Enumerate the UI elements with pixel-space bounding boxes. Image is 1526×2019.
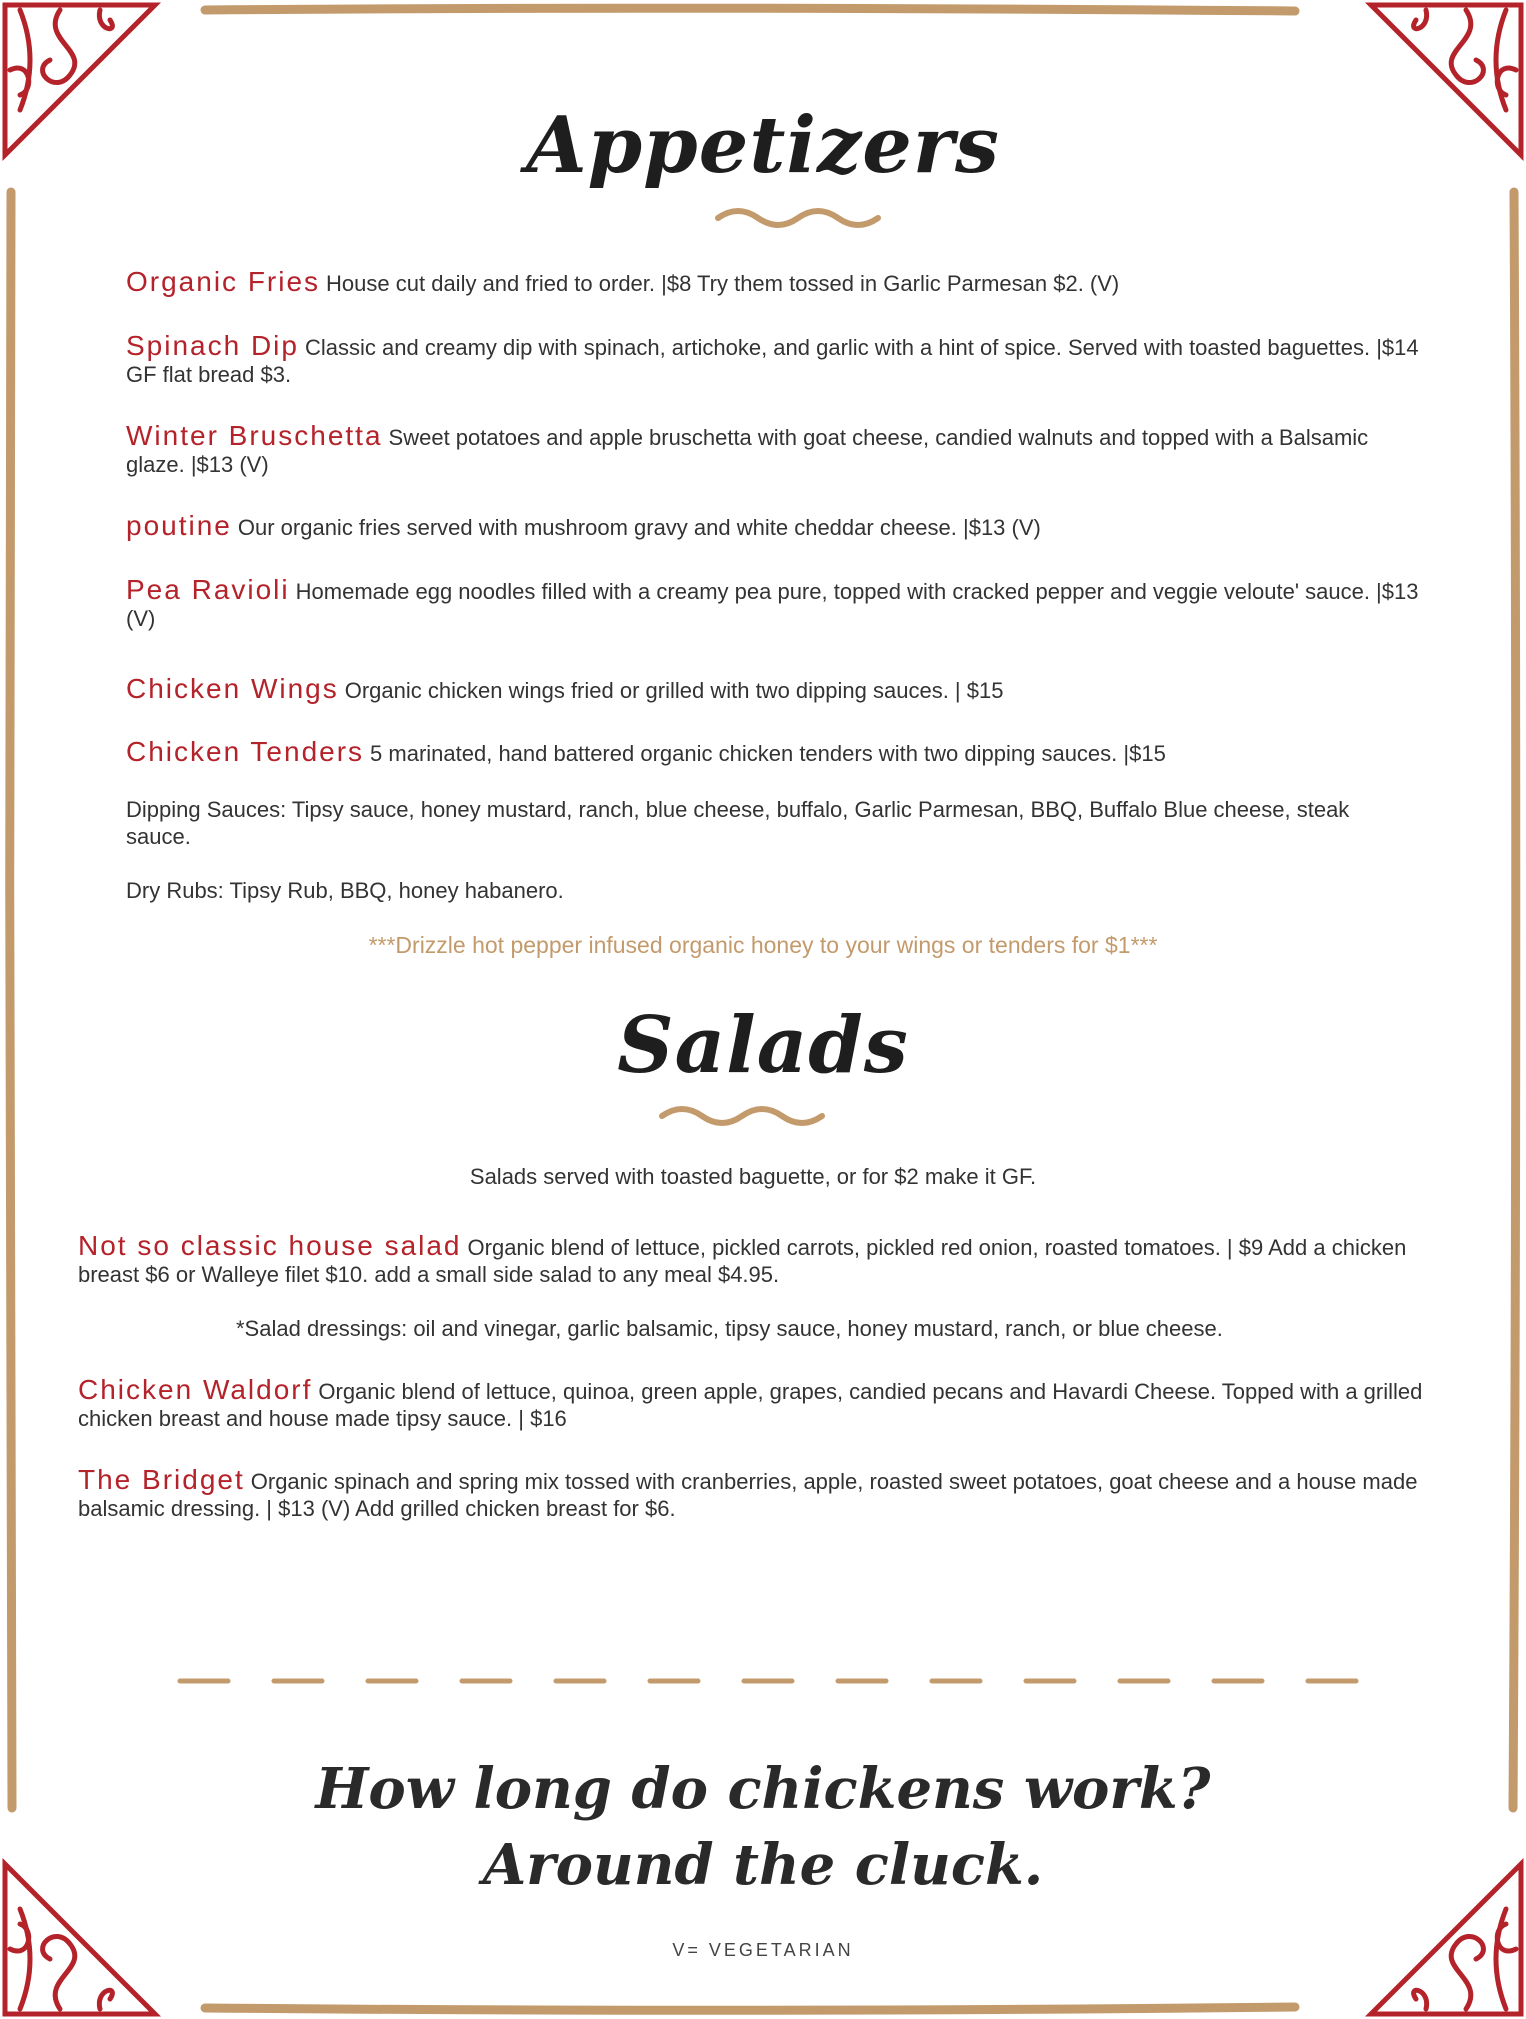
- menu-item-spinach-dip: [126, 332, 1426, 388]
- item-name: Not so classic house salad: [78, 1230, 462, 1261]
- dipping-sauces-note: Dipping Sauces: Tipsy sauce, honey mustard, ranch, blue cheese, buffalo, Garlic Parmesan, BBQ, Buffalo Blue cheese, steak sauce.: [126, 797, 1350, 849]
- menu-item-winter-bruschetta: [126, 422, 1426, 478]
- salads-intro: Salads served with toasted baguette, or for $2 make it GF.: [469, 1164, 1037, 1189]
- item-description: Organic blend of lettuce, quinoa, green apple, grapes, candied pecans and Havardi Cheese. Topped with a grilled chicken breast and house made tipsy sauce. | $16: [78, 1379, 1423, 1431]
- menu-item-the-bridget: [78, 1466, 1438, 1522]
- appetizers-wave-underline: [718, 211, 878, 225]
- appetizers-title: Appetizers: [526, 100, 1000, 191]
- honey-note: ***Drizzle hot pepper infused organic honey to your wings or tenders for $1***: [368, 932, 1158, 958]
- item-name: Pea Ravioli: [126, 574, 290, 605]
- bottom-border: [205, 2007, 1295, 2010]
- menu-item-chicken-waldorf: [78, 1376, 1438, 1432]
- item-description: Organic chicken wings fried or grilled with two dipping sauces. | $15: [344, 678, 1004, 703]
- item-name: Chicken Waldorf: [78, 1374, 313, 1405]
- item-description: 5 marinated, hand battered organic chicken tenders with two dipping sauces. |$15: [370, 741, 1166, 766]
- item-description: Sweet potatoes and apple bruschetta with goat cheese, candied walnuts and topped with a Balsamic glaze. |$13 (V): [126, 425, 1369, 477]
- item-name: The Bridget: [78, 1464, 245, 1495]
- dry-rubs-note: Dry Rubs: Tipsy Rub, BBQ, honey habanero.: [126, 878, 564, 903]
- menu-item-house-salad: [78, 1232, 1438, 1288]
- salads-title: Salads: [617, 1000, 909, 1091]
- item-description: Classic and creamy dip with spinach, artichoke, and garlic with a hint of spice. Served with toasted baguettes. |$14 GF flat bread $3.: [126, 335, 1419, 387]
- item-description: Homemade egg noodles filled with a creamy pea pure, topped with cracked pepper and veggie veloute' sauce. |$13 (V): [126, 579, 1419, 631]
- item-name: Chicken Wings: [126, 673, 339, 704]
- salad-dressings-note: *Salad dressings: oil and vinegar, garlic balsamic, tipsy sauce, honey mustard, ranch, or blue cheese.: [236, 1316, 1223, 1341]
- item-name: Organic Fries: [126, 266, 321, 297]
- item-description: Our organic fries served with mushroom gravy and white cheddar cheese. |$13 (V): [237, 515, 1041, 540]
- menu-item-pea-ravioli: [126, 576, 1426, 632]
- menu-item-poutine: [126, 512, 1426, 541]
- vegetarian-legend: V= VEGETARIAN: [672, 1940, 854, 1960]
- menu-item-organic-fries: [126, 268, 1426, 297]
- item-name: poutine: [126, 510, 232, 541]
- menu-item-chicken-tenders: [126, 738, 1426, 767]
- salads-wave-underline: [662, 1109, 822, 1123]
- joke-question: How long do chickens work?: [315, 1756, 1211, 1822]
- item-description: Organic blend of lettuce, pickled carrots, pickled red onion, roasted tomatoes. | $9 Add a chicken breast $6 or Walleye filet $10. add a small side salad to any meal $4.95.: [78, 1235, 1407, 1287]
- menu-item-chicken-wings: [126, 675, 1426, 704]
- item-name: Chicken Tenders: [126, 736, 365, 767]
- item-description: Organic spinach and spring mix tossed with cranberries, apple, roasted sweet potatoes, goat cheese and a house made balsamic dressing. | $13 (V) Add grilled chicken breast for $6.: [78, 1469, 1418, 1521]
- item-name: Spinach Dip: [126, 330, 299, 361]
- joke-answer: Around the cluck.: [482, 1832, 1044, 1898]
- top-border: [205, 8, 1295, 11]
- item-name: Winter Bruschetta: [126, 420, 383, 451]
- item-description: House cut daily and fried to order. |$8 Try them tossed in Garlic Parmesan $2. (V): [326, 271, 1120, 296]
